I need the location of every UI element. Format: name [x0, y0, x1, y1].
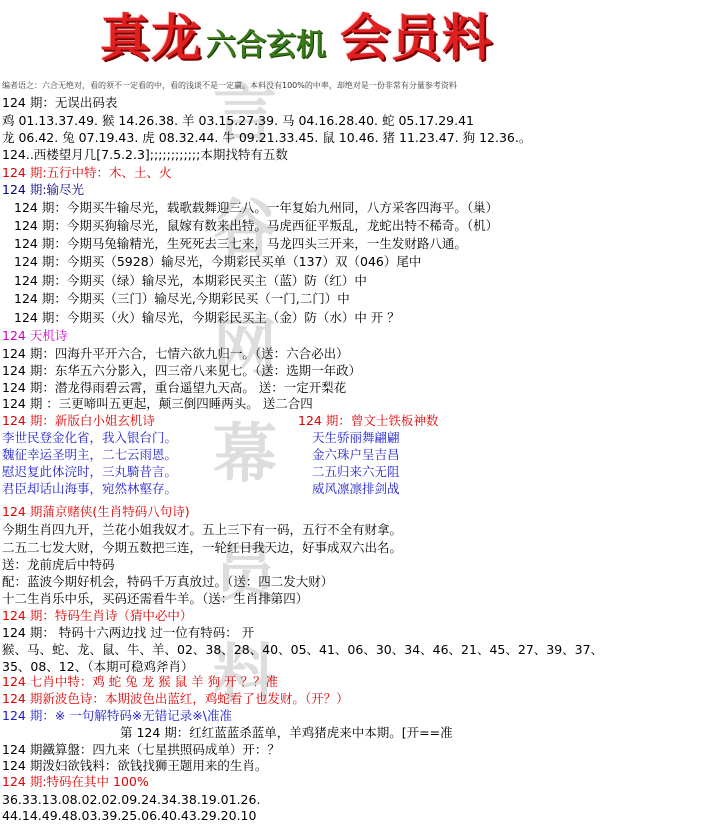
tianji-line: 124 期 ：三更啼叫五更起，颠三倒四睡两头。 送二合四: [2, 396, 313, 411]
poem-left-line: 君臣却话山海事，宛然林壑存。: [2, 481, 178, 496]
poem-left-line: 慰迟复此体浣时，三丸騎昔言。: [2, 464, 178, 479]
zodiac-heading: 124 期：无误出码表: [2, 95, 118, 110]
tianji-line: 124 期：东华五六分影入，四三帝八来见七。（送：选期一年政）: [2, 363, 362, 378]
watermark-char: 网: [213, 312, 277, 387]
tianji-line: 124 期：四海升平开六合，七情六欲九归一。（送：六合必出）: [2, 346, 349, 361]
wuxing-sub: 124 期:输尽光: [2, 182, 85, 197]
inner-numbers: 36.33.13.08.02.02.09.24.34.38.19.01.26.: [2, 792, 261, 807]
poem-right-line: 威风凛凛排剑战: [312, 481, 400, 496]
special-line: 124 期： 特码十六两边找 过一位有特码： 开: [2, 625, 255, 640]
puzhong-line: 今期生肖四九开，兰花小姐我奴才。五上三下有一码，五行不全有财拿。: [2, 522, 403, 537]
special-heading: 124 期：特码生肖诗（猜中必中）: [2, 608, 193, 623]
wuxing-heading: 124 期:五行中特：木、土、火: [2, 165, 172, 180]
one-sentence-detail: 第 124 期：红红蓝蓝杀蓝单，羊鸡猪虎来中本期。[开==准: [120, 725, 453, 740]
puzhong-line: 十二生肖乐中乐，买码还需看牛羊。（送：生肖排第四）: [2, 591, 309, 606]
wuxing-line: 124 期：今期买（三门）输尽光,今期彩民买（一门,二门）中: [14, 291, 350, 306]
zodiac-row: 124..西楼望月几[7.5.2.3];;;;;;;;;;;;本期找特有五数: [2, 147, 288, 162]
wuxing-line: 124 期：今期马兔输精光，生死死去三七来，马龙四头三开来，一生发财路八通。: [14, 236, 467, 251]
poem-left-line: 李世民登金化省，我入银台门。: [2, 430, 178, 445]
tianji-heading: 124 天机诗: [2, 328, 68, 343]
watermark-char: 员: [213, 537, 277, 612]
puzhong-line: 送：龙前虎后中特码: [2, 557, 115, 572]
one-sentence-heading: 124 期：※ 一句解特码※无错记录※\准准: [2, 708, 232, 723]
watermark-char: 谷: [213, 192, 277, 267]
inner-heading: 124 期:特码在其中 100%: [2, 774, 149, 789]
wuxing-line: 124 期：今期买（绿）输尽光，本期彩民买主（蓝）防（红）中: [14, 273, 367, 288]
wuxing-line: 124 期：今期买（火）输尽光，今期彩民买主（金）防（水）中 开 ？: [14, 310, 400, 325]
zodiac-row: 鸡 01.13.37.49. 猴 14.26.38. 羊 03.15.27.39. 马 04.16.28.40. 蛇 05.17.29.41: [2, 113, 474, 128]
watermark-char: 料: [213, 637, 277, 712]
disclaimer: 编者语之：六合无绝对，看的须不一定看的中，看的浅谈不是一定赢。本料没有100%的中率，却绝对是一份非常有分量参考资料: [2, 81, 457, 90]
zodiac-row: 龙 06.42. 兔 07.19.43. 虎 08.32.44. 牛 09.21.33.45. 鼠 10.46. 猪 11.23.47. 狗 12.36.。: [2, 130, 532, 145]
title-right: 会员料: [340, 8, 493, 67]
wuxing-line: 124 期：今期买牛输尽光，载歌载舞迎三八。一年复始九州同，八方采客四海平。（巢）: [14, 200, 499, 215]
banner: [0, 0, 720, 80]
puzhong-line: 二五二七发大财，今期五数把三连，一轮红日我天边，好事成双六出名。: [2, 540, 403, 555]
watermark-char: 幕: [213, 417, 277, 492]
poem-right-line: 二五归来六无阻: [312, 464, 400, 479]
watermark-char: 言: [213, 77, 277, 152]
wuxing-line: 124 期：今期买狗输尽光，鼠嫁有数来出特。马虎西征平叛乱，龙蛇出特不稀奇。（机）: [14, 218, 499, 233]
puzhong-line: 配：蓝波今期好机会，特码千万真放过。（送：四二发大财）: [2, 574, 334, 589]
special-numbers: 猴、马、蛇、龙、鼠、牛、羊、02、38、28、40、05、41、06、30、34、46、21、45、27、39、37、: [2, 642, 604, 657]
special-numbers: 35、08、12、（本期可稳鸡斧肖）: [2, 659, 194, 674]
tianji-line: 124 期：潜龙得雨碧云霄，重台遥望九天高。 送：一定开梨花: [2, 380, 347, 395]
wave-color: 124 期新波色诗：本期波色出蓝红，鸡蛇看了也发财。（开？）: [2, 691, 349, 706]
seven-zodiac: 124 七肖中特：鸡 蛇 兔 龙 猴 鼠 羊 狗 开 ？？准: [2, 674, 279, 689]
abacus-line: 124 期鐵算盤：四九来（七星拱照码成单）开：？: [2, 742, 280, 757]
poem-right-heading: 124 期：曾文士铁板神数: [298, 413, 439, 428]
poem-left-line: 魏征幸运圣明主，二七云雨恩。: [2, 447, 178, 462]
poem-right-line: 天生骄丽舞翩翩: [312, 430, 400, 445]
title-left: 真龙: [100, 8, 202, 67]
title-mid: 六合玄机: [206, 28, 326, 63]
wuxing-line: 124 期：今期买（5928）输尽光，今期彩民买单（137）双（046）尾中: [14, 254, 422, 269]
money-line: 124 期泼妇欲钱料：欲钱找狮王题用来的生肖。: [2, 758, 268, 773]
puzhong-heading: 124 期蒲京赌侠(生肖特码八句诗): [2, 504, 190, 519]
poem-left-heading: 124 期：新版白小姐玄机诗: [2, 413, 155, 428]
inner-numbers: 44.14.49.48.03.39.25.06.40.43.29.20.10: [2, 808, 257, 823]
poem-right-line: 金六珠户呈吉昌: [312, 447, 400, 462]
